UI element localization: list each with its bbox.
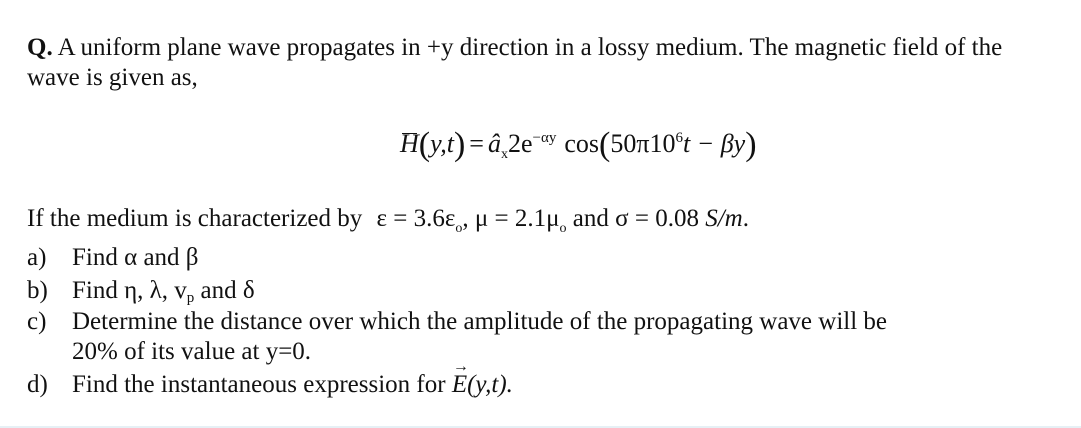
field-symbol-h: H: [400, 129, 419, 158]
part-d-text: Find the instantaneous expression for: [72, 371, 446, 398]
condition-text: If the medium is characterized by: [27, 205, 363, 232]
part-a: [27, 243, 199, 273]
part-d: [27, 370, 513, 400]
part-c-line1: Determine the distance over which the amplitude of the propagating wave will be: [72, 308, 888, 335]
electric-field-symbol: → E: [452, 370, 467, 400]
and-word: and: [572, 205, 609, 232]
part-b-letter: b): [27, 277, 48, 304]
cos-argument-a: 50π10: [610, 129, 676, 158]
part-b-text: Find η, λ, v: [72, 277, 187, 304]
conductivity-unit: S/m: [705, 205, 743, 232]
part-c-letter: c): [27, 308, 47, 335]
exponent: −αy: [532, 130, 557, 146]
part-b-tail: and δ: [194, 277, 255, 304]
equals-sign: =: [469, 129, 484, 158]
medium-conditions: If the medium is characterized by $\varepsilon = 3.6\varepsilon_o$, $\mu = 2.1\mu_o$ and σ = 0.08 S/m.: [27, 205, 749, 236]
question-intro: [27, 33, 1057, 93]
permittivity: ε = 3.6ε: [376, 205, 456, 232]
permittivity-subscript: o: [455, 221, 463, 236]
electric-field-args: (y,t).: [467, 371, 513, 398]
permeability-subscript: o: [559, 221, 567, 236]
part-a-text: Find α and β: [72, 244, 199, 271]
part-a-letter: a): [27, 244, 47, 271]
field-args: y,t: [430, 129, 454, 158]
cos-function: cos: [564, 129, 599, 158]
question-intro-text: A uniform plane wave propagates in +y direction in a lossy medium. The magnetic field of the wave is given as,: [27, 34, 1003, 91]
magnetic-field-equation: $H(y,t) = â_x2e^{-\alpha y}$ $\cos(50\pi 10^6t - \beta y)$: [400, 126, 757, 163]
unit-vector: â: [487, 129, 501, 158]
question-label: Q.: [27, 34, 53, 61]
part-d-letter: d): [27, 371, 48, 398]
cos-argument-exponent: 6: [675, 130, 683, 146]
part-b-subscript: p: [186, 290, 195, 306]
amplitude: 2e: [507, 129, 533, 158]
part-b: [27, 276, 255, 306]
conductivity: σ = 0.08: [615, 205, 699, 232]
cos-argument-b: t − βy: [682, 129, 746, 158]
part-c-line2: 20% of its value at y=0.: [72, 338, 312, 365]
permeability: μ = 2.1μ: [474, 205, 560, 232]
unit-vector-subscript: x: [500, 147, 508, 162]
